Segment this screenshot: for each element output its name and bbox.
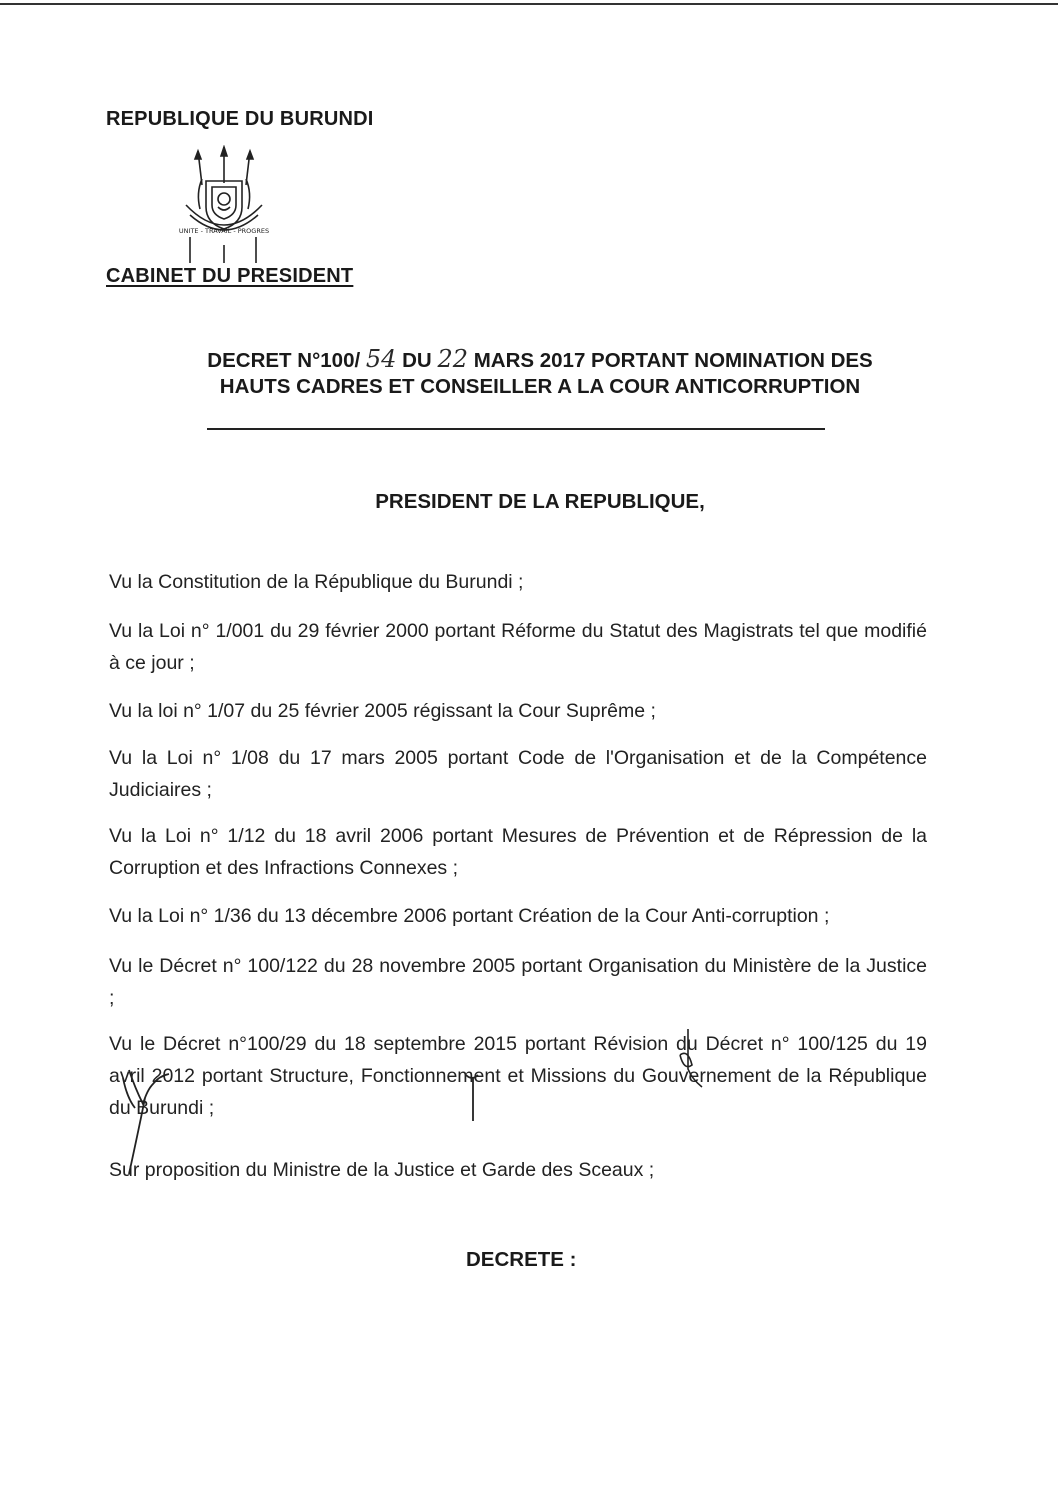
emblem-motto: UNITE - TRAVAIL - PROGRES xyxy=(178,227,270,235)
country-heading: REPUBLIQUE DU BURUNDI xyxy=(106,108,374,130)
decrete-heading: DECRETE : xyxy=(466,1248,577,1271)
burundi-coat-of-arms-icon xyxy=(172,145,276,265)
decree-title-rest: MARS 2017 PORTANT NOMINATION DES xyxy=(473,349,873,372)
decree-number-prefix: DECRET N°100/ xyxy=(207,349,361,372)
visa-paragraph: Vu le Décret n°100/29 du 18 septembre 2015 portant Révision du Décret n° 100/125 du 19 avril 2012 portant Structure, Fonctionnement et Missions du Gouvernement de la République du Burundi ; xyxy=(109,1033,927,1119)
visa-paragraph: Sur proposition du Ministre de la Justice et Garde des Sceaux ; xyxy=(109,1159,655,1181)
visa-paragraph: Vu la Constitution de la République du Burundi ; xyxy=(109,571,524,593)
cabinet-heading: CABINET DU PRESIDENT xyxy=(106,265,354,287)
decree-title-line-2: HAUTS CADRES ET CONSEILLER A LA COUR ANTICORRUPTION xyxy=(219,375,861,398)
visa-paragraph: Vu la Loi n° 1/08 du 17 mars 2005 portant Code de l'Organisation et de la Compétence Judiciaires ; xyxy=(109,747,927,801)
initials-signature-icon xyxy=(115,1048,185,1178)
visa-paragraph: Vu le Décret n° 100/122 du 28 novembre 2005 portant Organisation du Ministère de la Justice ; xyxy=(109,955,927,1009)
initials-signature-icon xyxy=(458,1065,488,1125)
handwritten-day: 22 xyxy=(437,345,468,373)
visa-paragraph: Vu la Loi n° 1/36 du 13 décembre 2006 portant Création de la Cour Anti-corruption ; xyxy=(109,905,830,927)
president-heading: PRESIDENT DE LA REPUBLIQUE, xyxy=(375,490,705,513)
handwritten-decree-number: 54 xyxy=(365,345,397,373)
decree-du: DU xyxy=(402,349,432,372)
visa-paragraph: Vu la Loi n° 1/12 du 18 avril 2006 portant Mesures de Prévention et de Répression de la Corruption et des Infractions Connexes ; xyxy=(109,825,927,879)
title-underline-rule xyxy=(207,428,825,430)
initials-signature-icon xyxy=(668,1025,708,1090)
decree-title-line-1 xyxy=(100,345,980,373)
scan-edge-line xyxy=(0,3,1058,5)
visa-paragraph: Vu la Loi n° 1/001 du 29 février 2000 portant Réforme du Statut des Magistrats tel que modifié à ce jour ; xyxy=(109,620,927,674)
visa-paragraph: Vu la loi n° 1/07 du 25 février 2005 régissant la Cour Suprême ; xyxy=(109,700,656,722)
